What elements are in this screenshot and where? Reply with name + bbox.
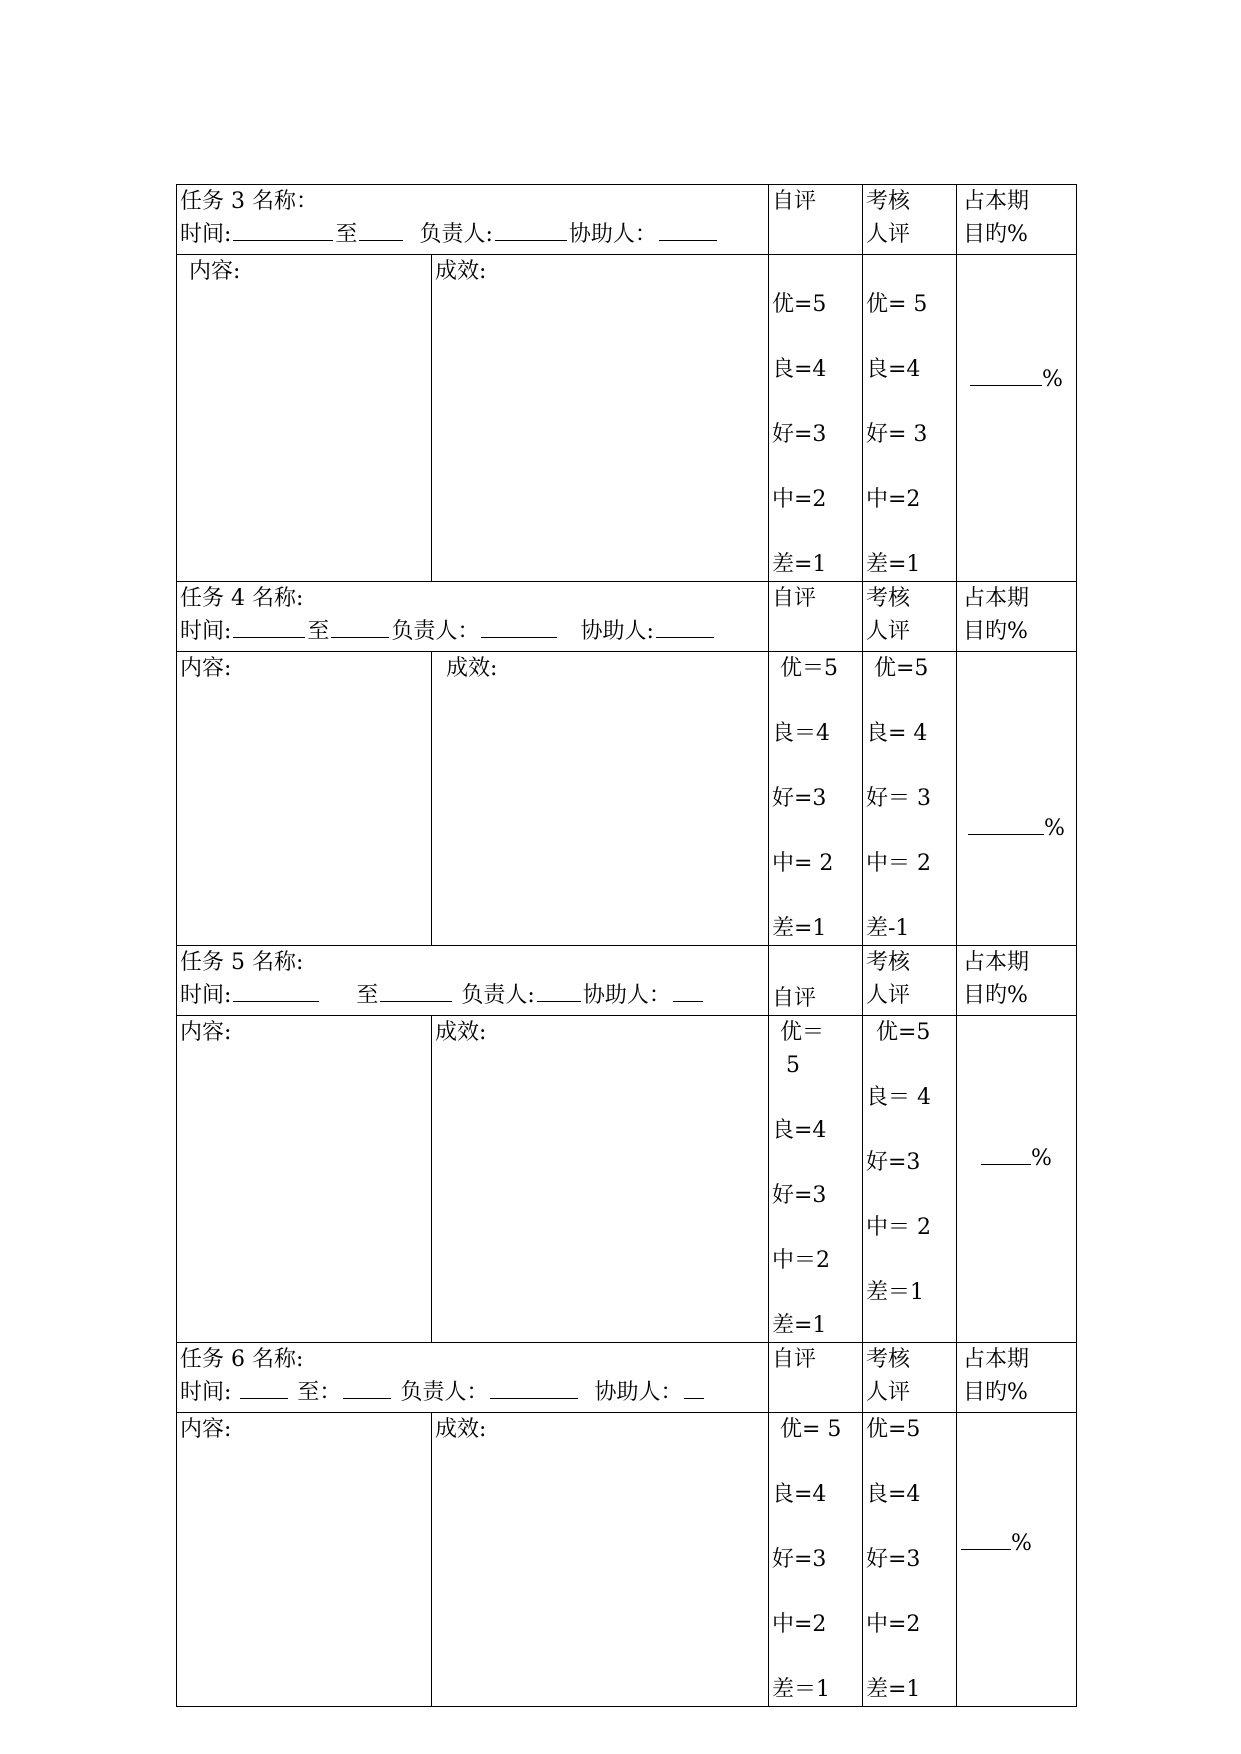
review-scores-text: 优=5 <box>876 1020 931 1045</box>
effect-text: 成效: <box>435 1020 487 1045</box>
self-eval-header <box>769 185 863 255</box>
content-cell[interactable] <box>177 1413 432 1707</box>
review-eval-header <box>863 1343 957 1413</box>
effect-cell[interactable] <box>432 1413 769 1707</box>
assist-blank[interactable] <box>673 979 703 1002</box>
content-text: 内容: <box>180 1020 232 1045</box>
task-header-row <box>177 185 1077 255</box>
effect-text: 成效: <box>446 656 498 681</box>
self-score-options[interactable] <box>769 255 863 582</box>
to-label: 至 <box>335 222 358 247</box>
review-score-options[interactable] <box>863 652 957 946</box>
task-header-row <box>177 582 1077 652</box>
task-title: 任务 3 名称： <box>180 189 318 214</box>
review-score-options[interactable] <box>863 255 957 582</box>
task-title-cell <box>177 185 769 255</box>
self-eval-text: 自评 <box>772 1347 817 1372</box>
task-header-row <box>177 1343 1077 1413</box>
percent-sign: % <box>1042 367 1063 392</box>
assist-blank[interactable] <box>656 615 714 638</box>
self-eval-text: 自评 <box>772 986 817 1011</box>
task-body-row <box>177 255 1077 582</box>
self-scores-text: 5 <box>786 1053 800 1078</box>
time-label: 时间: <box>180 222 232 247</box>
review-scores-text: 差=1 <box>866 1677 921 1702</box>
owner-text: 负责人： <box>391 619 480 644</box>
content-cell[interactable] <box>177 255 432 582</box>
self-eval-text: 自评 <box>772 189 817 214</box>
time-end-blank[interactable] <box>343 1376 391 1399</box>
owner-label: 负责人: <box>419 222 493 247</box>
review-eval-2-text: 人评 <box>866 619 911 644</box>
review-eval-2-text: 人评 <box>866 1380 911 1405</box>
effect-cell[interactable] <box>432 652 769 946</box>
self-scores-text: 好=3 <box>772 786 827 811</box>
time-end-blank[interactable] <box>380 979 452 1002</box>
to-text: 至 <box>307 619 330 644</box>
ratio-input-cell[interactable] <box>957 255 1077 582</box>
time-end-blank[interactable] <box>359 218 403 241</box>
review-score-options[interactable] <box>863 1016 957 1343</box>
review-eval-header <box>863 582 957 652</box>
task-body-row <box>177 1016 1077 1343</box>
ratio-1-text: 占本期 <box>963 950 1030 975</box>
ratio-header <box>957 946 1077 1016</box>
self-scores-text: 良＝4 <box>772 721 830 746</box>
self-scores-text: 良=4 <box>772 357 827 382</box>
review-scores-text: 中＝ 2 <box>866 1215 931 1240</box>
assist-text: 协助人: <box>580 619 654 644</box>
task-time-line <box>180 218 768 251</box>
review-scores-text: 优=5 <box>874 656 929 681</box>
effect-cell[interactable] <box>432 255 769 582</box>
review-scores-text: 中=2 <box>866 1612 921 1637</box>
review-scores-text: 好=3 <box>866 1150 921 1175</box>
ratio-header <box>957 185 1077 255</box>
self-scores-text: 差＝1 <box>772 1677 830 1702</box>
ratio-input-cell[interactable] <box>957 1016 1077 1343</box>
self-scores-text: 中=2 <box>772 487 827 512</box>
review-eval-header <box>863 185 957 255</box>
task-title: 任务 5 名称: <box>180 950 304 975</box>
task-title-cell <box>177 946 769 1016</box>
assist-blank[interactable] <box>659 218 717 241</box>
task-evaluation-form <box>176 184 1077 1707</box>
time-text: 时间: <box>180 619 232 644</box>
time-start-blank[interactable] <box>233 979 319 1002</box>
owner-blank[interactable] <box>495 218 567 241</box>
review-scores-text: 好= 3 <box>866 422 928 447</box>
task-time-line <box>180 979 768 1012</box>
self-scores-text: 良=4 <box>772 1118 827 1143</box>
owner-text: 负责人： <box>400 1380 489 1405</box>
review-scores-text: 好=3 <box>866 1547 921 1572</box>
task-title-cell <box>177 582 769 652</box>
assist-blank[interactable] <box>684 1376 704 1399</box>
assist-label: 协助人： <box>568 222 657 247</box>
time-start-blank[interactable] <box>240 1376 288 1399</box>
time-end-blank[interactable] <box>331 615 389 638</box>
self-scores-text: 差=1 <box>772 916 827 941</box>
effect-text: 成效: <box>435 1417 487 1442</box>
review-scores-text: 差-1 <box>866 916 910 941</box>
ratio-blank[interactable] <box>968 812 1044 835</box>
self-score-options[interactable] <box>769 1016 863 1343</box>
self-scores-text: 良=4 <box>772 1482 827 1507</box>
self-scores-text: 中=2 <box>772 1612 827 1637</box>
self-scores-text: 好=3 <box>772 1183 827 1208</box>
ratio-header <box>957 582 1077 652</box>
review-eval-1-text: 考核 <box>866 189 911 214</box>
pct-text: % <box>1044 816 1065 841</box>
effect-cell[interactable] <box>432 1016 769 1343</box>
review-scores-text: 良=4 <box>866 357 921 382</box>
to-text: 至： <box>297 1380 342 1405</box>
ratio-blank[interactable] <box>961 1527 1011 1550</box>
review-scores-text: 差=1 <box>866 552 921 577</box>
self-scores-text: 优=5 <box>772 292 827 317</box>
ratio-1-text: 占本期 <box>963 1347 1030 1372</box>
content-cell[interactable] <box>177 652 432 946</box>
ratio-2-text: 目旳% <box>963 222 1028 247</box>
ratio-input-cell[interactable] <box>957 652 1077 946</box>
task-time-line <box>180 1376 768 1409</box>
review-scores-text: 中＝ 2 <box>866 851 931 876</box>
task-time-line <box>180 615 768 648</box>
review-scores-text: 优= 5 <box>866 292 928 317</box>
content-cell[interactable] <box>177 1016 432 1343</box>
ratio-2-text: 目旳% <box>963 619 1028 644</box>
review-eval-1-text: 考核 <box>866 586 911 611</box>
owner-text: 负责人: <box>461 983 535 1008</box>
ratio-blank[interactable] <box>981 1142 1031 1165</box>
review-score-options[interactable] <box>863 1413 957 1707</box>
time-text: 时间: <box>180 983 232 1008</box>
self-scores-text: 差=1 <box>772 1313 827 1338</box>
pct-text: % <box>1031 1146 1052 1171</box>
assist-text: 协助人： <box>594 1380 683 1405</box>
review-scores-text: 良=4 <box>866 1482 921 1507</box>
self-scores-text: 优＝ <box>780 1020 825 1045</box>
self-eval-header <box>769 1343 863 1413</box>
ratio-input-cell[interactable] <box>957 1413 1077 1707</box>
self-eval-header <box>769 946 863 1016</box>
content-label: 内容: <box>189 259 241 284</box>
self-scores-text: 好=3 <box>772 422 827 447</box>
self-score-options[interactable] <box>769 652 863 946</box>
ratio-2-text: 目旳% <box>963 1380 1028 1405</box>
content-text: 内容: <box>180 656 232 681</box>
self-scores-text: 优＝5 <box>780 656 838 681</box>
self-eval-header <box>769 582 863 652</box>
task-title-cell <box>177 1343 769 1413</box>
ratio-1-text: 占本期 <box>963 189 1030 214</box>
time-start-blank[interactable] <box>233 615 305 638</box>
ratio-1-text: 占本期 <box>963 586 1030 611</box>
effect-label: 成效: <box>435 259 487 284</box>
self-scores-text: 中= 2 <box>772 851 834 876</box>
review-scores-text: 中=2 <box>866 487 921 512</box>
owner-blank[interactable] <box>481 615 557 638</box>
to-text: 至 <box>356 983 379 1008</box>
review-eval-2-text: 人评 <box>866 222 911 247</box>
ratio-2-text: 目旳% <box>963 983 1028 1008</box>
review-scores-text: 良= 4 <box>866 721 928 746</box>
review-scores-text: 好＝ 3 <box>866 786 931 811</box>
self-scores-text: 优= 5 <box>780 1417 842 1442</box>
pct-text: % <box>1011 1531 1032 1556</box>
ratio-blank[interactable] <box>970 363 1042 386</box>
assist-text: 协助人： <box>582 983 671 1008</box>
task-title: 任务 6 名称: <box>180 1347 304 1372</box>
task-body-row <box>177 652 1077 946</box>
content-text: 内容: <box>180 1417 232 1442</box>
review-eval-header <box>863 946 957 1016</box>
time-text: 时间: <box>180 1380 232 1405</box>
self-scores-text: 差=1 <box>772 552 827 577</box>
self-scores-text: 好=3 <box>772 1547 827 1572</box>
review-scores-text: 差＝1 <box>866 1280 924 1305</box>
review-eval-1-text: 考核 <box>866 1347 911 1372</box>
review-scores-text: 良＝ 4 <box>866 1085 931 1110</box>
review-eval-2-text: 人评 <box>866 983 911 1008</box>
ratio-header <box>957 1343 1077 1413</box>
time-start-blank[interactable] <box>233 218 333 241</box>
task-header-row <box>177 946 1077 1016</box>
owner-blank[interactable] <box>490 1376 578 1399</box>
task-body-row <box>177 1413 1077 1707</box>
review-eval-1-text: 考核 <box>866 950 911 975</box>
self-scores-text: 中＝2 <box>772 1248 830 1273</box>
task-title: 任务 4 名称: <box>180 586 304 611</box>
review-scores-text: 优=5 <box>866 1417 921 1442</box>
self-score-options[interactable] <box>769 1413 863 1707</box>
self-eval-text: 自评 <box>772 586 817 611</box>
owner-blank[interactable] <box>537 979 581 1002</box>
